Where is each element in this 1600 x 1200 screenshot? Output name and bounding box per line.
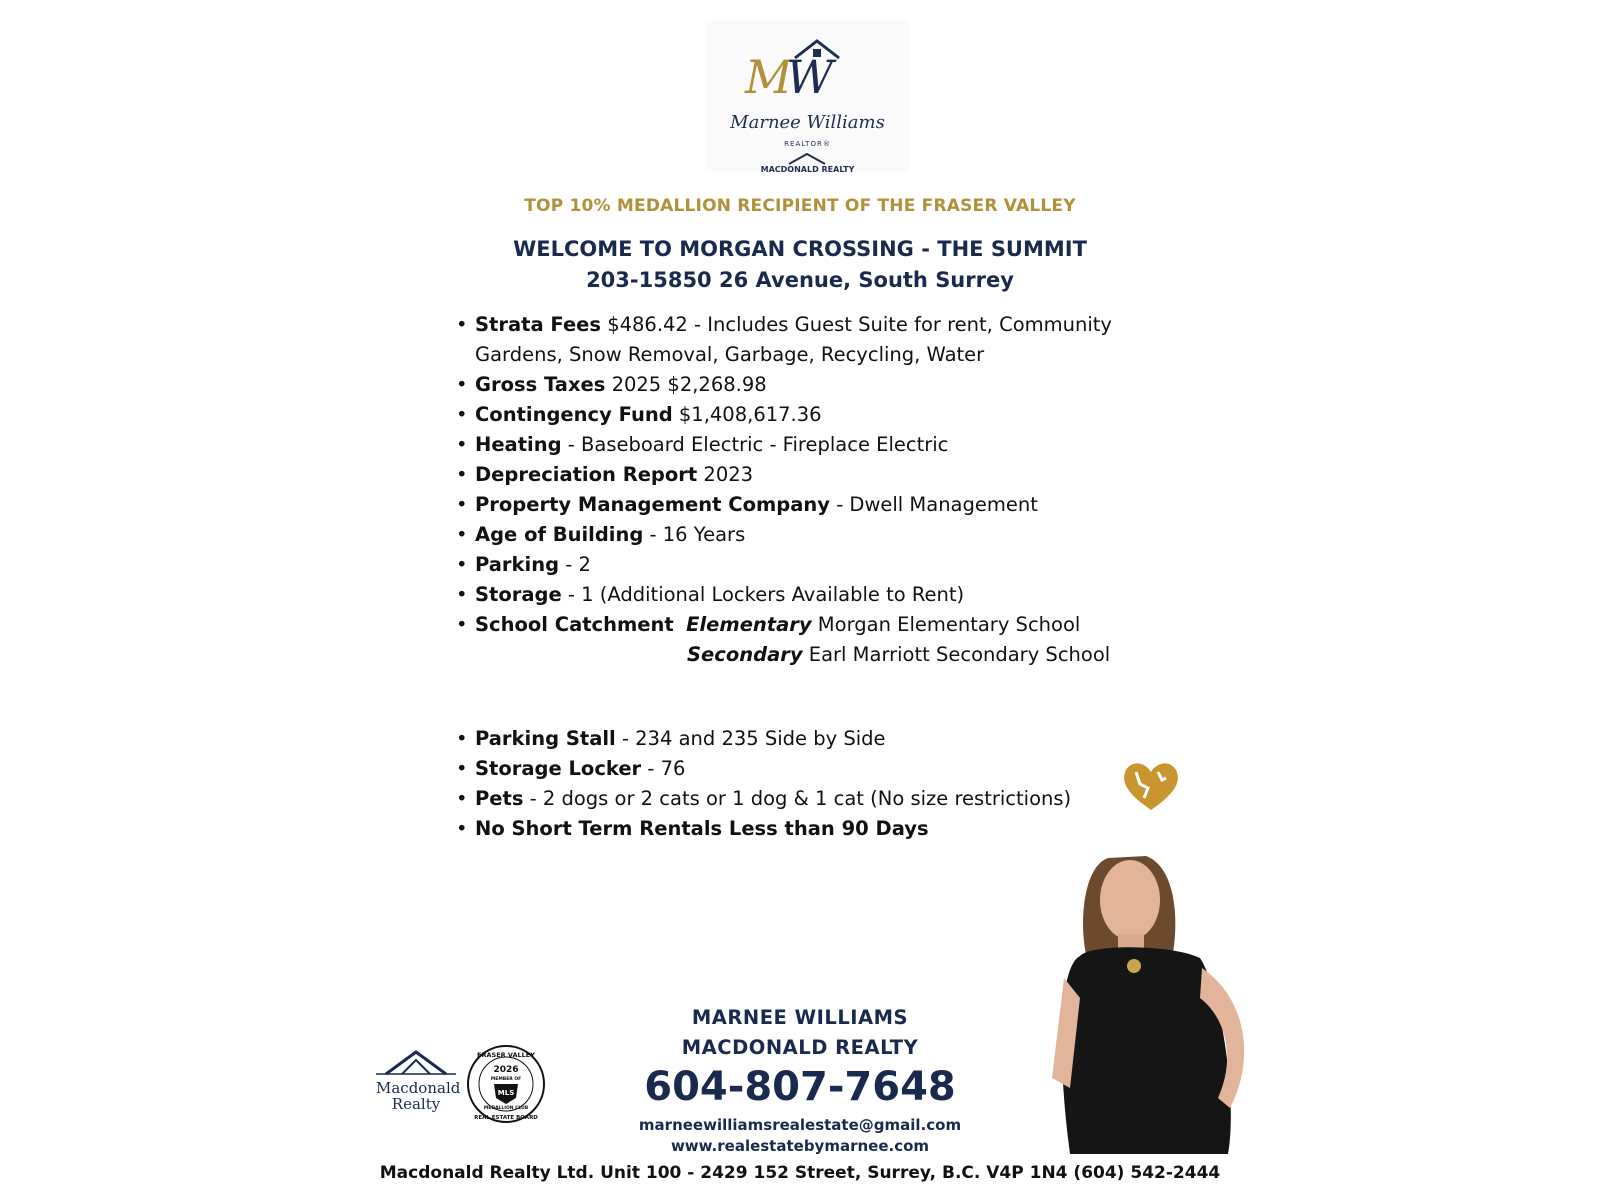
fact-value: - 16 Years	[643, 523, 746, 546]
fact-label: Age of Building	[475, 523, 644, 546]
school-secondary-label: Secondary	[687, 643, 803, 666]
fact-label: Parking Stall	[475, 727, 616, 750]
fact-value: - Dwell Management	[830, 493, 1038, 516]
listing-title: WELCOME TO MORGAN CROSSING - THE SUMMIT	[513, 237, 1087, 261]
fact-value: - Baseboard Electric - Fireplace Electric	[561, 433, 949, 456]
fact-label: Heating	[475, 433, 562, 456]
fact-strata-fees	[456, 310, 1176, 370]
mls-club-text: MEDALLION CLUB	[483, 1106, 529, 1111]
fact-age-of-building	[456, 520, 1176, 550]
brand-roof-icon	[787, 153, 827, 165]
fact-value: - 234 and 235 Side by Side	[615, 727, 886, 750]
agent-phone[interactable]: 604-807-7648	[644, 1064, 956, 1110]
fact-contingency-fund	[456, 400, 1176, 430]
fact-value: - 76	[641, 757, 686, 780]
macdonald-logo-line1: Macdonald	[376, 1079, 461, 1097]
fact-storage	[456, 580, 1176, 610]
logo-script-name: Marnee Williams	[730, 112, 885, 133]
school-elementary-label: Elementary	[686, 613, 812, 636]
fact-heating	[456, 430, 1176, 460]
listing-address: 203-15850 26 Avenue, South Surrey	[586, 268, 1014, 292]
fact-gross-taxes	[456, 370, 1176, 400]
agent-name: MARNEE WILLIAMS	[691, 1006, 909, 1029]
fact-parking	[456, 550, 1176, 580]
fact-label: Strata Fees	[475, 313, 601, 336]
macdonald-logo-line2: Realty	[391, 1095, 441, 1113]
fact-value: - 2 dogs or 2 cats or 1 dog & 1 cat (No size restrictions)	[523, 787, 1072, 810]
medallion-tagline: TOP 10% MEDALLION RECIPIENT OF THE FRASER VALLEY	[524, 196, 1076, 216]
fact-value: 2023	[697, 463, 754, 486]
agent-email[interactable]: marneewilliamsrealestate@gmail.com	[638, 1116, 962, 1134]
mls-top-text: FRASER VALLEY	[477, 1051, 535, 1059]
logo-monogram: MW	[745, 50, 828, 104]
property-facts-list	[456, 310, 1176, 670]
fact-short-term-rentals	[456, 814, 1176, 844]
fact-value: - 2	[559, 553, 591, 576]
fact-property-management	[456, 490, 1176, 520]
fact-label: School Catchment	[475, 613, 674, 636]
fact-label: No Short Term Rentals Less than 90 Days	[475, 817, 929, 840]
fact-value: - 1 (Additional Lockers Available to Rent)	[561, 583, 965, 606]
fact-label: Property Management Company	[475, 493, 830, 516]
logo-realtor-text: REALTOR®	[784, 140, 831, 148]
fact-label: Contingency Fund	[475, 403, 673, 426]
agent-company: MACDONALD REALTY	[681, 1036, 919, 1059]
fact-pets	[456, 784, 1176, 814]
mls-bottom-text: REAL ESTATE BOARD	[474, 1115, 538, 1121]
mls-year-text: 2026	[493, 1065, 519, 1075]
brokerage-footer: Macdonald Realty Ltd. Unit 100 - 2429 152 Street, Surrey, B.C. V4P 1N4 (604) 542-2444	[379, 1163, 1221, 1183]
mls-center-text: MLS	[497, 1089, 515, 1097]
fact-label: Pets	[475, 787, 524, 810]
fact-value: $486.42 - Includes Guest Suite for rent, Community	[601, 313, 1112, 336]
fact-label: Parking	[475, 553, 560, 576]
dog-cat-heart-icon	[1118, 758, 1184, 814]
fact-depreciation-report	[456, 460, 1176, 490]
macdonald-realty-logo	[376, 1048, 461, 1113]
fact-school-catchment	[456, 610, 1176, 670]
school-elementary-value: Morgan Elementary School	[811, 613, 1081, 636]
agent-website[interactable]: www.realestatebymarnee.com	[670, 1137, 930, 1155]
logo-brand: MACDONALD REALTY	[760, 165, 855, 174]
fact-value: 2025 $2,268.98	[605, 373, 767, 396]
mls-member-text: MEMBER OF	[490, 1077, 522, 1082]
fact-storage-locker	[456, 754, 1176, 784]
realtor-logo	[705, 20, 910, 172]
fact-value: $1,408,617.36	[672, 403, 822, 426]
building-extras-list	[456, 724, 1176, 844]
school-secondary-value: Earl Marriott Secondary School	[802, 643, 1111, 666]
fact-label: Storage Locker	[475, 757, 642, 780]
mls-medallion-badge	[466, 1044, 546, 1124]
fact-label: Storage	[475, 583, 562, 606]
macdonald-roof-icon	[376, 1048, 456, 1076]
fact-label: Gross Taxes	[475, 373, 606, 396]
school-secondary-line	[475, 640, 1176, 670]
fact-value-continued: Gardens, Snow Removal, Garbage, Recycling, Water	[475, 343, 985, 366]
fact-parking-stall	[456, 724, 1176, 754]
fact-label: Depreciation Report	[475, 463, 698, 486]
